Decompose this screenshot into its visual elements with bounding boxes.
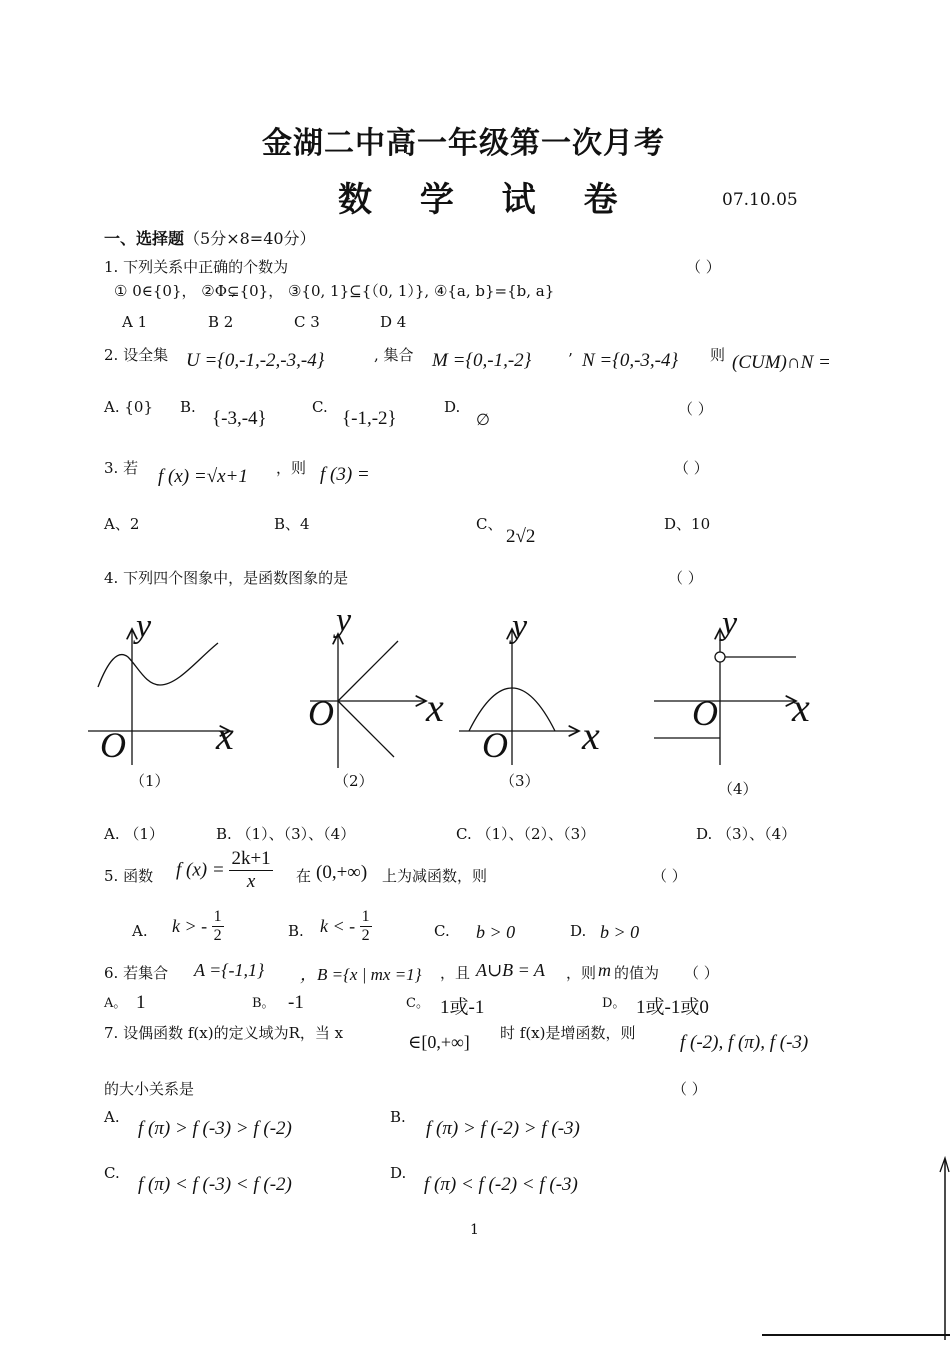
q5-numerator: 2k+1 <box>231 848 271 869</box>
q2-option-c-label: C. <box>312 398 328 416</box>
q5-stem-a: 5. 函数 <box>104 867 154 885</box>
q6-option-d-label: D。 <box>602 996 626 1011</box>
q2-option-b-value: {-3,-4} <box>212 408 267 429</box>
q2-stem-b: , 集合 <box>374 346 414 364</box>
q1-option-b: B 2 <box>208 313 234 331</box>
q5-option-b-den: 2 <box>361 927 370 944</box>
q3-then: ，则 <box>276 459 307 477</box>
q2-set-n: N ={0,-3,-4} <box>582 350 679 371</box>
q6-option-b-label: B。 <box>252 996 275 1011</box>
q5-answer-blank: （ ） <box>652 867 687 885</box>
q2-answer-blank: （ ） <box>678 400 713 418</box>
school-title: 金湖二中高一年级第一次月考 <box>262 126 665 161</box>
q6-option-c-label: C。 <box>406 996 429 1011</box>
curve <box>98 643 218 687</box>
q5-option-d-value: b > 0 <box>600 922 640 942</box>
q5-option-b-fraction <box>360 908 372 945</box>
q4-option-a: A. （1） <box>104 825 164 843</box>
graph-2-x-label: x <box>426 685 444 730</box>
q3-option-c-value: 2√2 <box>506 526 536 547</box>
q2-stem-c: 则 <box>710 346 726 364</box>
q7-option-c-label: C. <box>104 1164 120 1182</box>
q6-option-b-value: -1 <box>288 992 304 1013</box>
graph-2-y-label: y <box>336 602 352 639</box>
q5-option-d-label: D. <box>570 922 587 940</box>
q2-set-m: M ={0,-1,-2} <box>432 350 532 371</box>
q5-option-b-value <box>320 908 372 945</box>
q7-option-b-label: B. <box>390 1108 406 1126</box>
graph-1-y-label: y <box>136 608 152 645</box>
graph-2-origin: O <box>308 693 334 733</box>
q4-option-c: C. （1）、（2）、（3） <box>456 825 596 843</box>
q3-answer-blank: （ ） <box>674 459 709 477</box>
q6-stem-d: 的值为 <box>614 964 660 982</box>
q4-answer-blank: （ ） <box>668 569 703 587</box>
q7-stem-b: 时 f(x)是增函数，则 <box>500 1024 636 1042</box>
q4-option-d: D. （3）、（4） <box>696 825 797 843</box>
q3-option-a: A、2 <box>104 515 140 533</box>
q5-option-c-label: C. <box>434 922 450 940</box>
q6-m: m <box>598 960 611 980</box>
q3-option-b: B、4 <box>274 515 310 533</box>
q7-option-d-value: f (π) < f (-2) < f (-3) <box>424 1174 578 1195</box>
q5-option-a-fraction <box>212 908 224 945</box>
graph-3-origin: O <box>482 725 508 765</box>
q2-separator: ’ <box>568 350 573 368</box>
q6-option-a-label: A。 <box>104 996 127 1011</box>
margin-arrow <box>930 1150 950 1350</box>
q6-stem-c: ，则 <box>566 964 597 982</box>
graph-3-y-label: y <box>512 608 528 645</box>
graph-4-y-label: y <box>722 605 738 642</box>
graph-4-x-label: x <box>792 685 810 730</box>
q6-answer-blank: （ ） <box>684 964 719 982</box>
q1-option-c: C 3 <box>294 313 320 331</box>
q6-stem-b: ，且 <box>440 964 471 982</box>
q7-option-a-label: A. <box>104 1108 120 1126</box>
q2-option-b-label: B. <box>180 398 196 416</box>
graph-3-x-label: x <box>582 713 600 758</box>
q5-option-a-num: 1 <box>213 908 222 925</box>
q7-interval: ∈[0,+∞] <box>408 1032 470 1052</box>
q5-option-a-den: 2 <box>213 927 222 944</box>
q5-function <box>176 848 273 893</box>
q3-option-c-label: C、 <box>476 515 503 533</box>
q1-option-d: D 4 <box>380 313 407 331</box>
q5-fraction <box>229 848 272 893</box>
q2-option-a: A. {0} <box>104 398 153 416</box>
q4-option-b: B. （1）、（3）、（4） <box>216 825 356 843</box>
q6-option-a-value: 1 <box>136 992 146 1013</box>
section-heading <box>104 226 316 249</box>
q6-set-a: A ={-1,1} <box>194 960 265 980</box>
q7-option-d-label: D. <box>390 1164 407 1182</box>
q5-option-b-label: B. <box>288 922 304 940</box>
q2-expression: (CUM)∩N = <box>732 352 831 373</box>
open-point <box>715 652 725 662</box>
section-points: （5分×8=40分） <box>184 229 316 248</box>
q1-option-a: A 1 <box>122 313 148 331</box>
paper-title: 数 学 试 卷 <box>338 180 636 220</box>
q7-stem-c: 的大小关系是 <box>104 1080 195 1098</box>
q5-option-a-value <box>172 908 224 945</box>
q5-option-b-text: k < - <box>320 916 356 936</box>
q2-option-c-value: {-1,-2} <box>342 408 397 429</box>
q6-condition: A∪B = A <box>476 960 545 980</box>
ray-down <box>338 701 394 757</box>
graph-4-origin: O <box>692 693 718 733</box>
q5-option-a-text: k > - <box>172 916 208 936</box>
q3-option-d: D、10 <box>664 515 711 533</box>
graph-1-x-label: x <box>216 713 234 758</box>
q7-option-c-value: f (π) < f (-3) < f (-2) <box>138 1174 292 1195</box>
q6-option-d-value: 1或-1或0 <box>636 997 709 1018</box>
q3-function: f (x) =√x+1 <box>158 466 248 487</box>
q1-answer-blank: （ ） <box>686 258 721 276</box>
exam-date: 07.10.05 <box>722 190 798 210</box>
q5-option-b-num: 1 <box>361 908 370 925</box>
q2-stem-a: 2. 设全集 <box>104 346 169 364</box>
margin-line <box>762 1330 950 1340</box>
ray-up <box>338 641 398 701</box>
q5-denominator: x <box>246 871 256 892</box>
q5-stem-c: 上为减函数，则 <box>382 867 488 885</box>
q5-option-c-value: b > 0 <box>476 922 516 942</box>
q6-option-c-value: 1或-1 <box>440 997 485 1018</box>
section-title: 一、选择题 <box>104 229 185 248</box>
q1-items: ① 0∈{0}， ②Φ⊊{0}， ③{0, 1}⊆{（0, 1）}, ④{a, b}={b, a} <box>114 282 555 300</box>
q5-option-a-label: A. <box>132 922 148 940</box>
q7-stem-a: 7. 设偶函数 f(x)的定义域为R，当 x <box>104 1024 344 1042</box>
graph-2-label: （2） <box>334 772 374 790</box>
q6-stem-a: 6. 若集合 <box>104 964 169 982</box>
q1-stem: 1. 下列关系中正确的个数为 <box>104 258 289 276</box>
q5-stem-b: 在 <box>296 867 312 885</box>
q7-option-b-value: f (π) > f (-2) > f (-3) <box>426 1118 580 1139</box>
q3-stem: 3. 若 <box>104 459 139 477</box>
q7-answer-blank: （ ） <box>672 1080 707 1098</box>
page-number: 1 <box>470 1222 479 1238</box>
q2-option-d-value: ∅ <box>476 412 490 429</box>
q3-f3: f (3) = <box>320 464 370 485</box>
q2-set-u: U ={0,-1,-2,-3,-4} <box>186 350 325 371</box>
q2-option-d-label: D. <box>444 398 461 416</box>
q5-interval: (0,+∞) <box>316 862 368 883</box>
q6-set-b: ，B ={x | mx =1} <box>300 965 422 984</box>
q7-option-a-value: f (π) > f (-3) > f (-2) <box>138 1118 292 1139</box>
q4-stem: 4. 下列四个图象中，是函数图象的是 <box>104 569 349 587</box>
graph-1-origin: O <box>100 725 126 765</box>
q5-f-label: f (x) = <box>176 859 225 881</box>
graph-4-label: （4） <box>718 780 758 798</box>
q7-values: f (-2), f (π), f (-3) <box>680 1032 809 1053</box>
graph-1-label: （1） <box>130 772 170 790</box>
graph-3-label: （3） <box>500 772 540 790</box>
